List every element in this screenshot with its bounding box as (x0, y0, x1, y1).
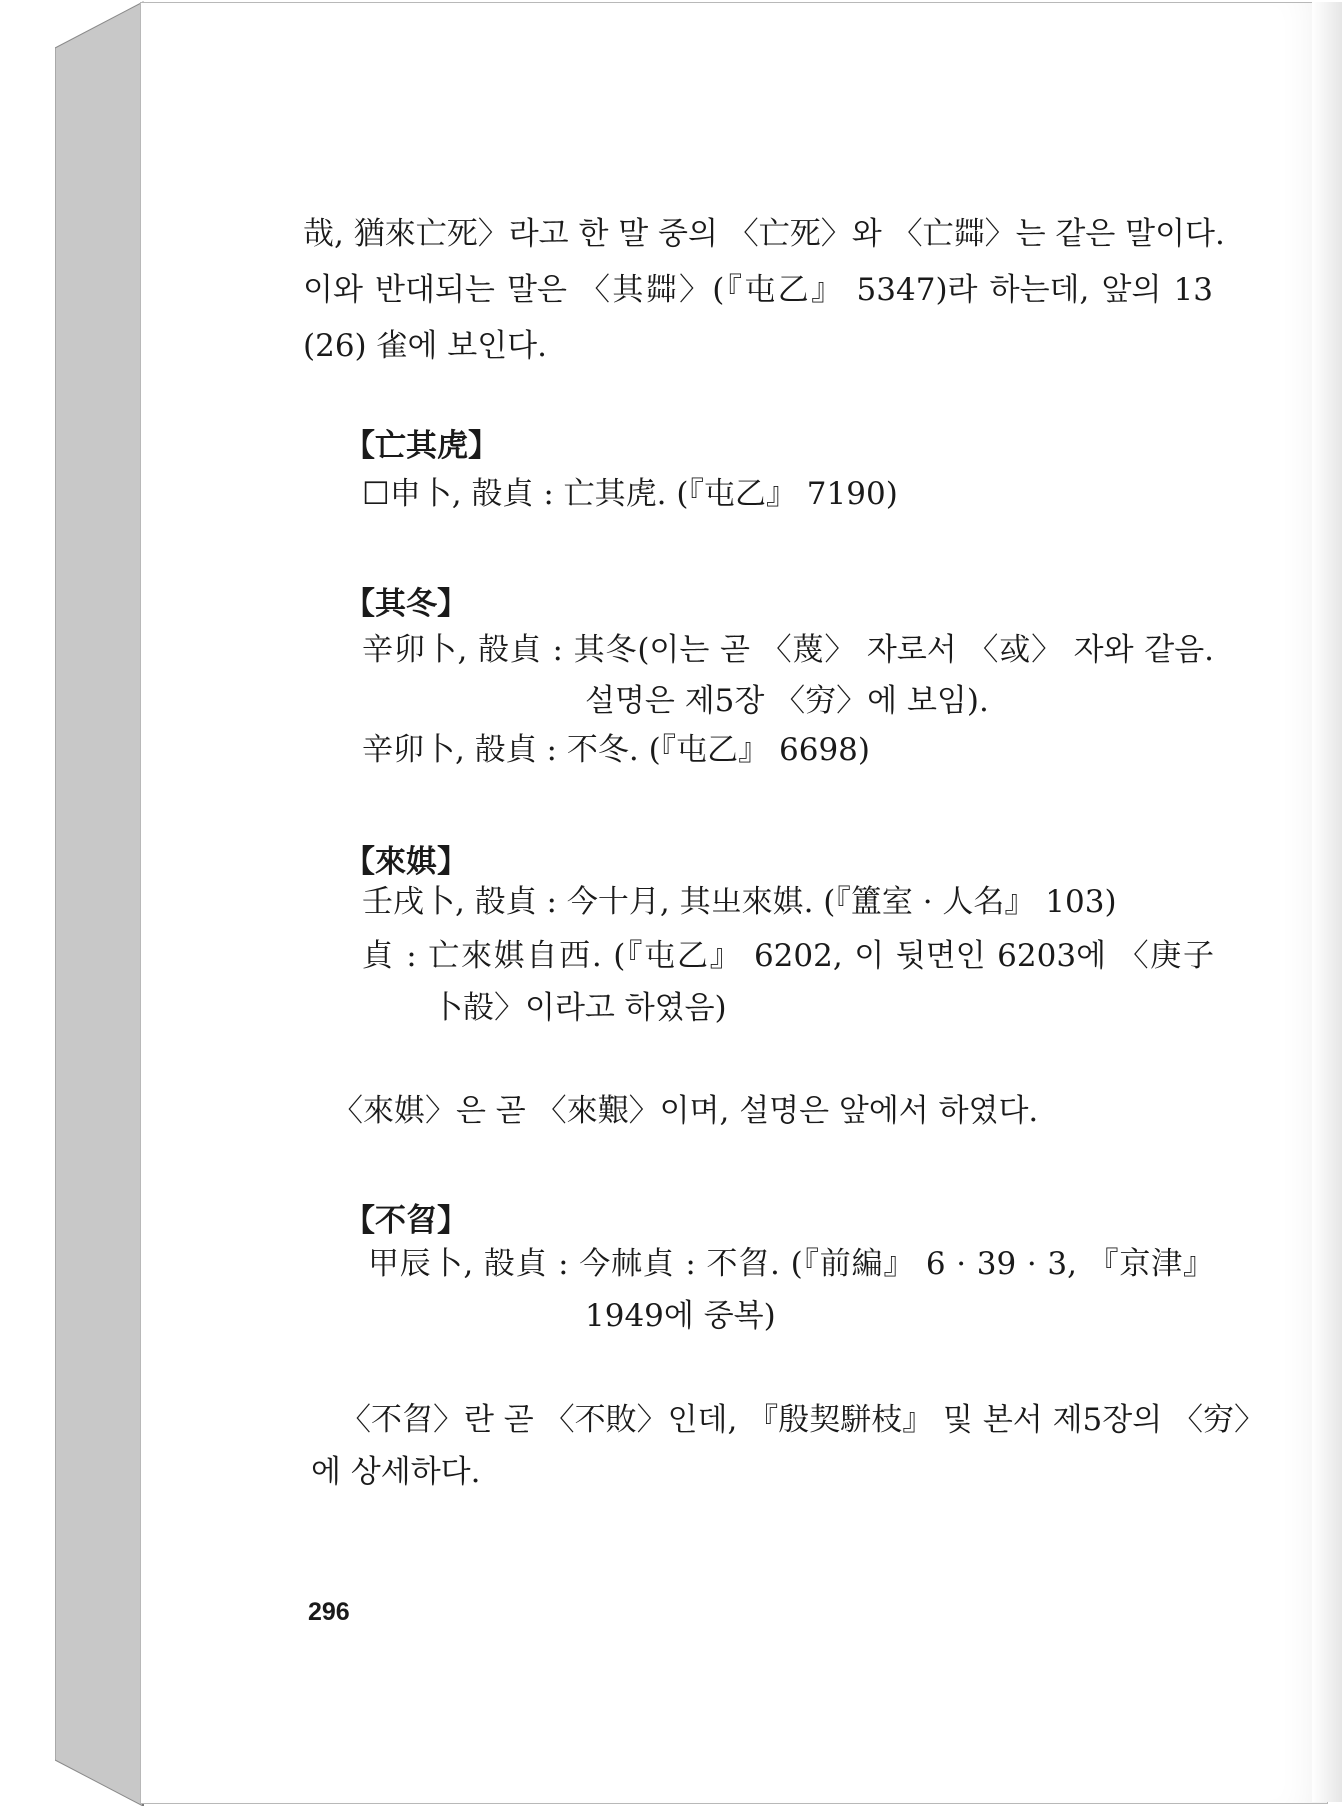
section-heading-wangqihu: 【亡其虎】 (344, 428, 499, 464)
inscription-line: ☐申卜, 㱿貞 : 亡其虎. (『屯乙』 7190) (362, 476, 898, 512)
book-spine (55, 0, 145, 1806)
intro-line-3: (26) 雀에 보인다. (303, 328, 547, 364)
inscription-line: 甲辰卜, 㱿貞 : 今𣏟貞 : 不㫚. (『前編』 6 · 39 · 3, 『京津』 (368, 1246, 1214, 1282)
inscription-continuation: 설명은 제5장 〈穷〉에 보임). (585, 683, 989, 719)
section-heading-buji: 【不㫚】 (344, 1203, 468, 1239)
page-number: 296 (308, 1598, 350, 1626)
inscription-continuation: 1949에 중복) (585, 1298, 776, 1334)
section-heading-qidong: 【其冬】 (344, 586, 468, 622)
intro-line-1: 哉, 猶來亡死〉라고 한 말 중의 〈亡死〉와 〈亡茻〉는 같은 말이다. (303, 216, 1225, 252)
section-heading-laiqi: 【來娸】 (344, 844, 468, 880)
inscription-line: 辛卯卜, 㱿貞 : 其冬(이는 곧 〈蔑〉 자로서 〈㦯〉 자와 같음. (362, 632, 1214, 668)
paragraph-laiqi: 〈來娸〉은 곧 〈來艱〉이며, 설명은 앞에서 하였다. (332, 1093, 1039, 1129)
page-edge-shadow (1312, 2, 1342, 1802)
paragraph-buji-line-2: 에 상세하다. (311, 1454, 481, 1490)
inscription-line: 壬戌卜, 㱿貞 : 今十月, 其㞢來娸. (『簠室 · 人名』 103) (362, 884, 1117, 920)
inscription-line: 貞 : 亡來娸自西. (『屯乙』 6202, 이 뒷면인 6203에 〈庚子 (362, 938, 1214, 974)
paragraph-buji-line-1: 〈不㫚〉란 곧 〈不敗〉인데, 『殷契駢枝』 및 본서 제5장의 〈穷〉 (340, 1402, 1266, 1438)
intro-line-2: 이와 반대되는 말은 〈其茻〉(『屯乙』 5347)라 하는데, 앞의 13 (303, 272, 1213, 308)
inscription-continuation: 卜㱿〉이라고 하였음) (432, 990, 727, 1026)
inscription-line: 辛卯卜, 㱿貞 : 不冬. (『屯乙』 6698) (362, 732, 871, 768)
